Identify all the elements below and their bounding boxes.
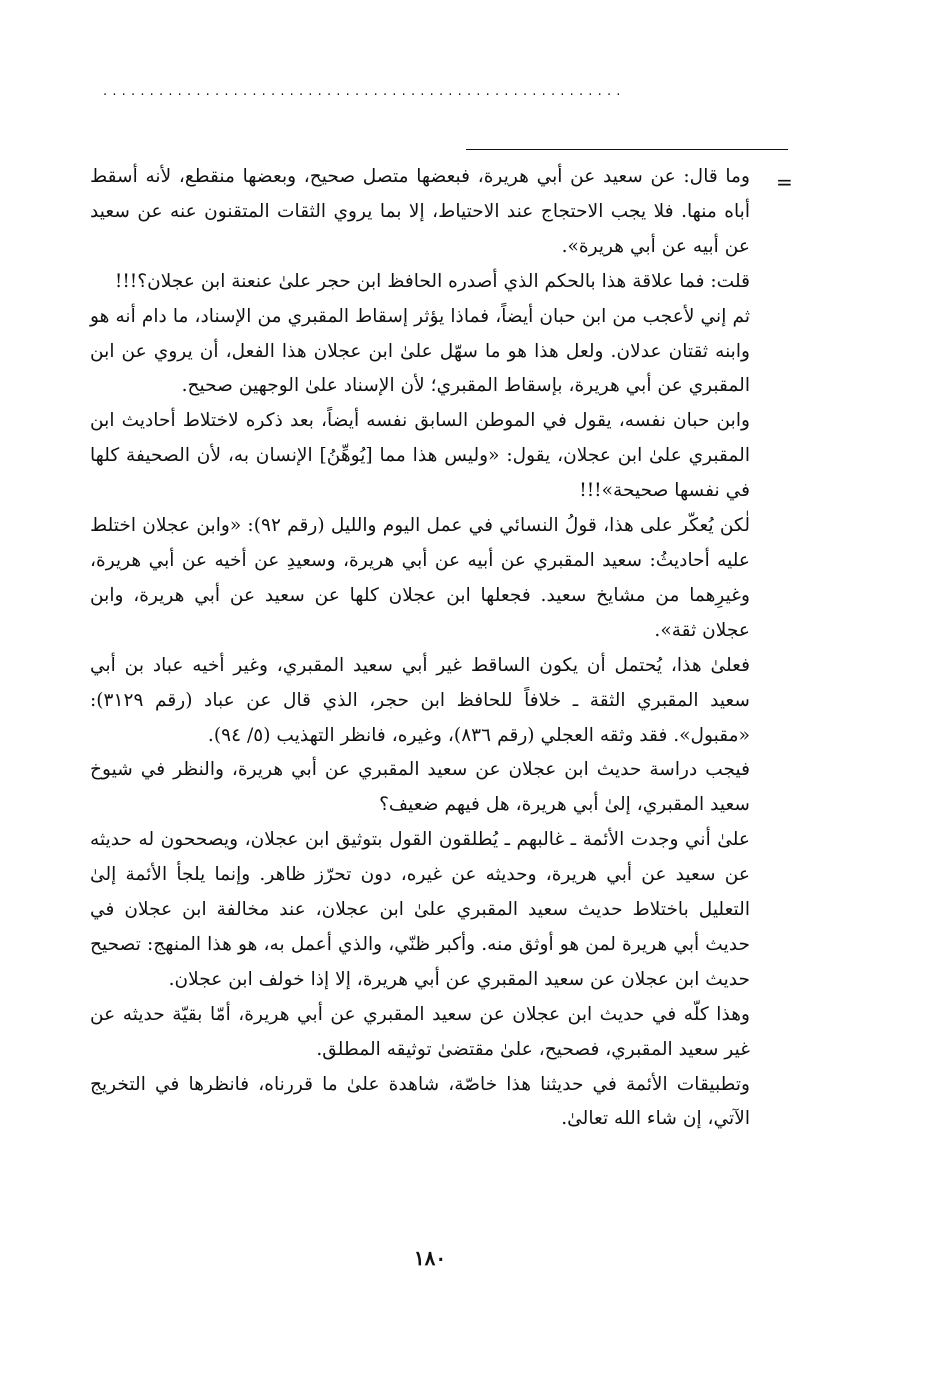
paragraph: وابن حبان نفسه، يقول في الموطن السابق نفسه أيضاً، بعد ذكره لاختلاط أحاديث ابن المقبري علىٰ ابن عجلان، يقول: «وليس هذا مما [يُوهِّنُ] الإنسان به، لأن الصحيفة كلها في نفسها صحيحة»!!! — [90, 410, 750, 502]
footnote-body — [90, 160, 750, 1137]
paragraph: وما قال: عن سعيد عن أبي هريرة، فبعضها متصل صحيح، وبعضها منقطع، لأنه أسقط أباه منها. فلا يجب الاحتجاج عند الاحتياط، إلا بما يروي الثقات المتقنون عنه عن سعيد عن أبيه عن أبي هريرة». — [90, 166, 750, 257]
paragraph: فعلىٰ هذا، يُحتمل أن يكون الساقط غير أبي سعيد المقبري، وغير أخيه عباد بن أبي سعيد المقبري الثقة ـ خلافاً للحافظ ابن حجر، الذي قال عن عباد (رقم ٣١٢٩): «مقبول». فقد وثقه العجلي (رقم ٨٣٦)، وغيره، فانظر التهذيب (٥/ ٩٤). — [90, 654, 750, 746]
paragraph: وهذا كلّه في حديث ابن عجلان عن سعيد المقبري عن أبي هريرة، أمّا بقيّة حديثه عن غير سعيد المقبري، فصحيح، علىٰ مقتضىٰ توثيقه المطلق. — [90, 1003, 750, 1060]
paragraph: علىٰ أني وجدت الأئمة ـ غالبهم ـ يُطلقون القول بتوثيق ابن عجلان، ويصححون له حديثه عن سعيد عن أبي هريرة، وحديثه عن غيره، دون تحرّز ظاهر. وإنما يلجأ الأئمة إلىٰ التعليل باختلاط حديث سعيد المقبري علىٰ ابن عجلان، عند مخالفة ابن عجلان في حديث أبي هريرة لمن هو أوثق منه. وأكبر ظنّي، والذي أعمل به، هو هذا المنهج: تصحيح حديث ابن عجلان عن سعيد المقبري عن أبي هريرة، إلا إذا خولف ابن عجلان. — [90, 829, 750, 990]
page-number: ١٨٠ — [413, 1246, 447, 1270]
paragraph: قلت: فما علاقة هذا بالحكم الذي أصدره الحافظ ابن حجر علىٰ عنعنة ابن عجلان؟!!! — [114, 270, 750, 292]
paragraph: لٰكن يُعكّر على هذا، قولُ النسائي في عمل اليوم والليل (رقم ٩٢): «وابن عجلان اختلط عليه أحاديثُ: سعيد المقبري عن أبيه عن أبي هريرة، وسعيدِ عن أخيه عن أبي هريرة، وغيرِهما من مشايخ سعيد. فجعلها ابن عجلان كلها عن سعيد عن أبي هريرة، وابن عجلان ثقة». — [90, 515, 750, 641]
footnote-separator-line — [466, 149, 788, 150]
paragraph: ثم إني لأعجب من ابن حبان أيضاً، فماذا يؤثر إسقاط المقبري من الإسناد، ما دام أنه هو وابنه ثقتان عدلان. ولعل هذا هو ما سهّل علىٰ ابن عجلان هذا الفعل، أن يروي عن ابن المقبري عن أبي هريرة، بإسقاط المقبري؛ لأن الإسناد علىٰ الوجهين صحيح. — [90, 305, 750, 397]
paragraph: فيجب دراسة حديث ابن عجلان عن سعيد المقبري عن أبي هريرة، والنظر في شيوخ سعيد المقبري، إلىٰ أبي هريرة، هل فيهم ضعيف؟ — [90, 759, 750, 816]
decorative-dotted-line: ........................................................ — [103, 86, 626, 98]
footnote-continuation-mark: = — [776, 170, 793, 194]
paragraph: وتطبيقات الأئمة في حديثنا هذا خاصّة، شاهدة علىٰ ما قررناه، فانظرها في التخريج الآتي، إن شاء الله تعالىٰ. — [90, 1073, 750, 1130]
